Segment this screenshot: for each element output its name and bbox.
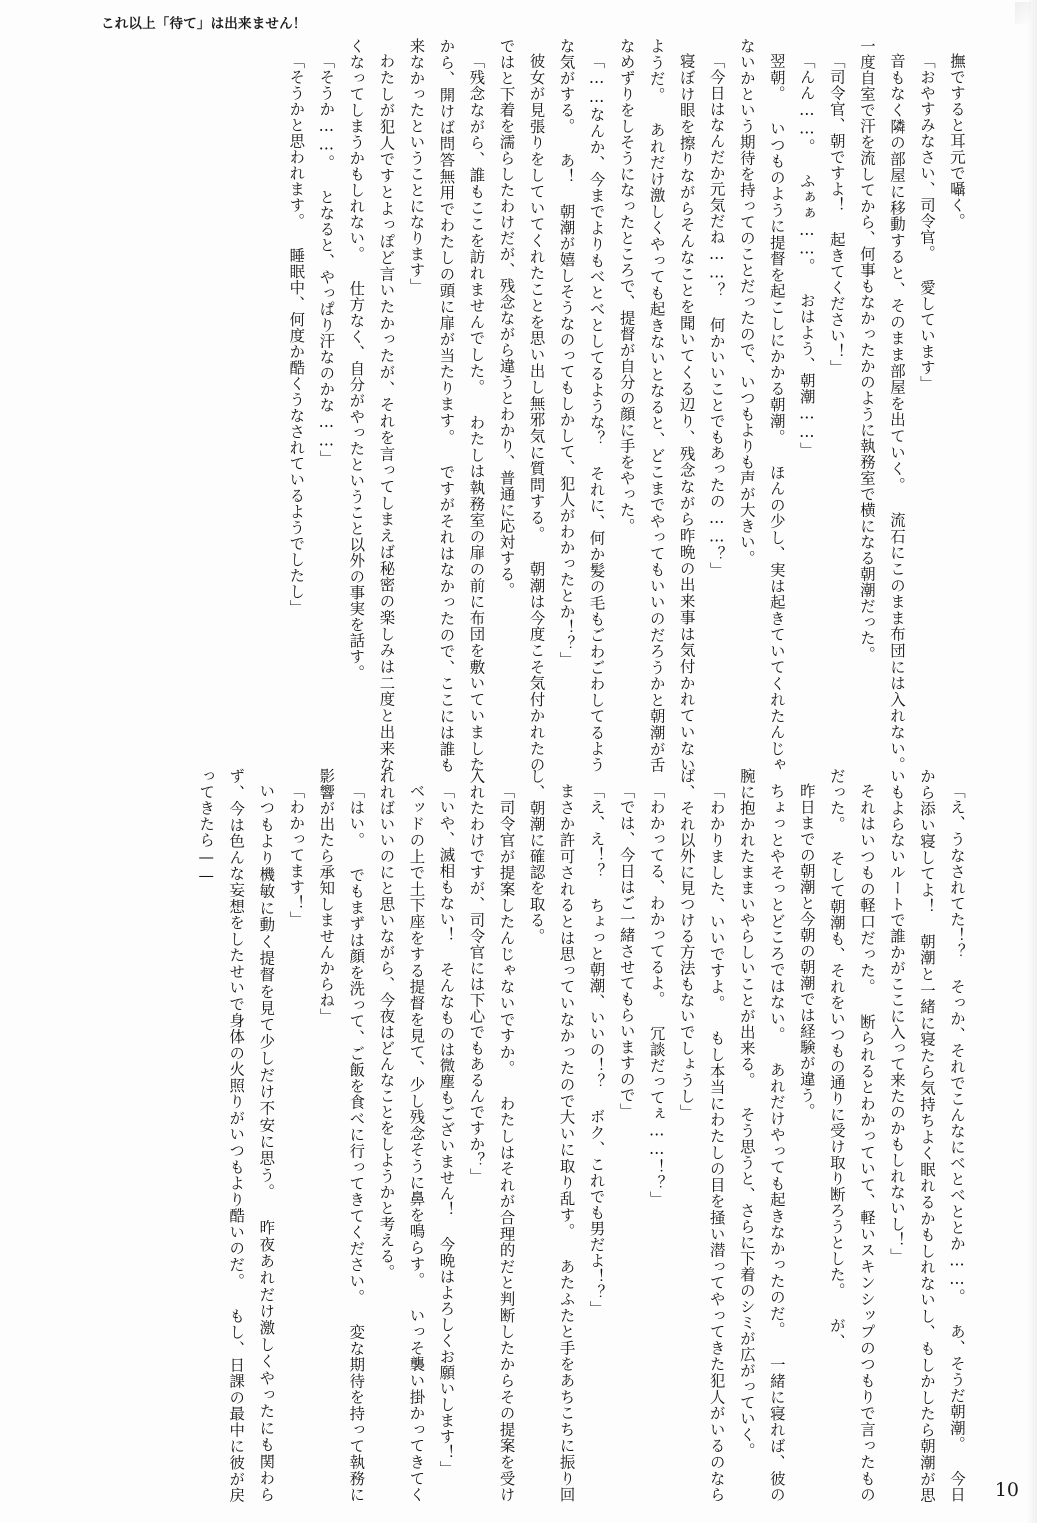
body-paragraph: 「今日はなんだか元気だね……？ 何かいいことでもあったの……？」 [707, 53, 726, 579]
body-paragraph: 「そうかと思われます。 睡眠中、何度か酷くうなされているようでしたし」 [287, 53, 306, 616]
body-paragraph: 「……なんか、今までよりもべとべとしてるような？ それに、何か髪の毛もごわごわしてるような気がする。 あ！ 朝潮が嬉しそうなのってもしかして、犯人がわかったとか！？」 [557, 38, 606, 773]
page-corner-mark [1015, 2, 1031, 24]
body-paragraph: 「司令官、朝ですよ！ 起きてください！」 [827, 53, 846, 376]
body-paragraph: 「いや、滅相もない！ そんなものは微塵もございません！ 今晩はよろしくお願いします！」 [437, 783, 456, 1477]
body-paragraph: ベッドの上で土下座をする提督を見て、少し残念そうに鼻を鳴らす。 いっそ襲い掛かってきてくれればいいのにと思いながら、今夜はどんなことをしようかと考える。 [377, 768, 426, 1503]
body-paragraph: 「残念ながら、誰もここを訪れませんでした。 わたしは執務室の扉の前に布団を敷いていましたから、開けば問答無用でわたしの頭に扉が当たります。 ですがそれはなかったので、ここには誰も来なかったということになります」 [407, 38, 486, 773]
body-paragraph: いつもより機敏に動く提督を見て少しだけ不安に思う。 昨夜あれだけ激しくやったにも関わらず、今は色んな妄想をしたせいで身体の火照りがいつもより酷いのだ。 もし、日課の最中に彼が戻ってきたら—— [197, 768, 276, 1503]
body-paragraph: 「え、うなされてた！？ そっか、それでこんなにべとべととか……。 あ、そうだ朝潮。 今日から添い寝してよ！ 朝潮と一緒に寝たら気持ちよく眠れるかもしれないし、もしかしたら朝潮が思いもよらないルートで誰かがここに入って来たのかもしれないし！」 [887, 768, 966, 1503]
body-paragraph: まさか許可されるとは思っていなかったので大いに取り乱す。 あたふたと手をあちこちに振り回し、朝潮に確認を取る。 [527, 768, 576, 1503]
body-paragraph: 「え、え！？ ちょっと朝潮、いいの！？ ボク、これでも男だよ！？」 [587, 783, 606, 1317]
running-header: これ以上「待て」は出来ません！ [101, 16, 307, 32]
body-text-top-block [132, 38, 972, 773]
body-paragraph: それはいつもの軽口だった。 断られるとわかっていて、軽いスキンシップのつもりで言ったものだった。 そして朝潮も、それをいつもの通りに受け取り断ろうとした。 が、 [827, 768, 876, 1503]
body-paragraph: 「司令官が提案したんじゃないですか。 わたしはそれが合理的だと判断したからその提案を受け入れたわけですが、司令官には下心でもあるんですか？」 [467, 768, 516, 1503]
body-text-bottom-block [132, 768, 972, 1503]
page-number: 10 [994, 1479, 1019, 1501]
body-paragraph: 「では、今日はご一緒させてもらいますので」 [617, 783, 636, 1120]
body-paragraph: 音もなく隣の部屋に移動すると、そのまま部屋を出ていく。 流石にこのまま布団には入れない。 一度自室で汗を流してから、何事もなかったかのように執務室で横になる朝潮だった。 [857, 38, 906, 773]
body-paragraph: 「わかってる、わかってるよ。 冗談だってぇ……！？」 [647, 783, 666, 1208]
body-paragraph: 「はい。 でもまずは顔を洗って、ご飯を食べに行ってきてください。 変な期待を持って執務に影響が出たら承知しませんからね」 [317, 768, 366, 1503]
body-paragraph: ちょっとやそっとどころではない。 あれだけやっても起きなかったのだ。 一緒に寝れば、彼の腕に抱かれたままいやらしいことが出来る。 そう思うと、さらに下着のシミが広がっていく。 [737, 768, 786, 1503]
body-paragraph: 「わかりました、いいですよ。 もし本当にわたしの目を掻い潜ってやってきた犯人がいるのならば、それ以外に見つける方法もないでしょうし」 [677, 768, 726, 1503]
body-paragraph: わたしが犯人ですとよっぽど言いたかったが、それを言ってしまえば秘密の楽しみは二度と出来なくなってしまうかもしれない。 仕方なく、自分がやったということ以外の事実を話す。 [347, 38, 396, 773]
body-paragraph: 「わかってます！」 [287, 783, 306, 928]
body-paragraph: 昨日までの朝潮と今朝の朝潮では経験が違う。 [797, 783, 816, 1120]
page-edge-shading [1027, 0, 1037, 1523]
body-paragraph: 寝ぼけ眼を擦りながらそんなことを聞いてくる辺り、残念ながら昨晩の出来事は気付かれていないようだ。 あれだけ激しくやっても起きないとなると、どこまでやってもいいのだろうかと朝潮が舌なめずりをしそうになったところで、提督が自分の顔に手をやった。 [617, 38, 696, 773]
body-paragraph: 「そうか……。 となると、やっぱり汗なのかな……」 [317, 53, 336, 467]
body-paragraph: 翌朝。 いつものように提督を起こしにかかる朝潮。 ほんの少し、実は起きていてくれたんじゃないかという期待を持ってのことだったので、いつもよりも声が大きい。 [737, 38, 786, 773]
body-paragraph: 撫ですると耳元で囁く。 [948, 53, 966, 230]
body-paragraph: 「んん……。 ふぁぁ……。 おはよう、朝潮……」 [797, 53, 816, 459]
body-paragraph: 彼女が見張りをしていてくれたことを思い出し無邪気に質問する。 朝潮は今度こそ気付かれたのではと下着を濡らしたわけだが、残念ながら違うとわかり、普通に応対する。 [497, 38, 546, 773]
body-paragraph: 「おやすみなさい、司令官。 愛しています」 [917, 53, 936, 392]
